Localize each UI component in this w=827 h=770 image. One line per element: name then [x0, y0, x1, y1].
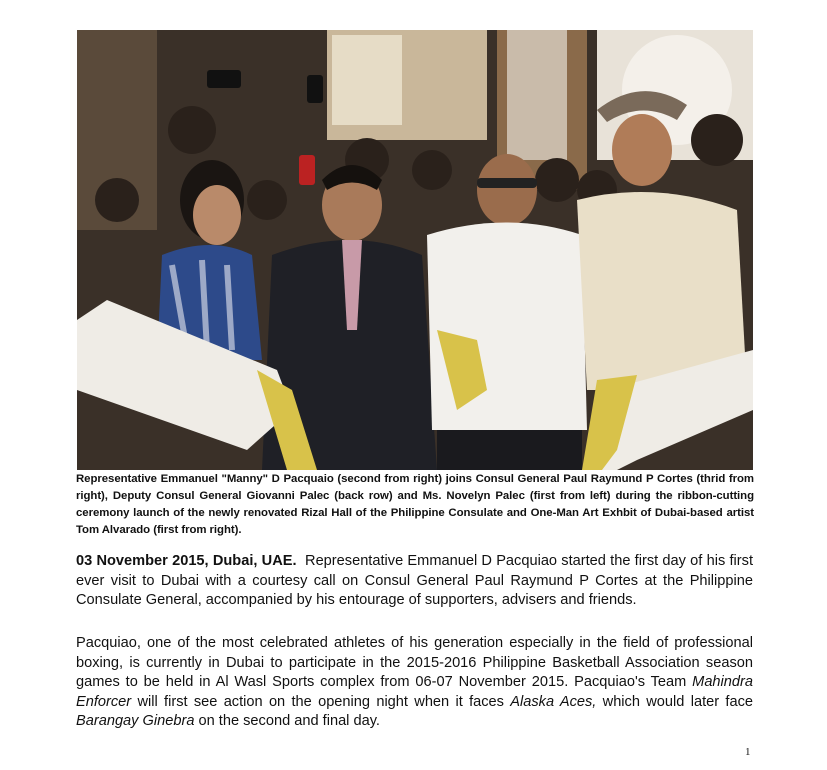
page-number: 1 [745, 746, 751, 758]
photo-caption: Representative Emmanuel "Manny" D Pacquaio (second from right) joins Consul General Paul Raymund P Cortes (thrid from right), Deputy Consul General Giovanni Palec (back row) and Ms. Novelyn Palec (first from left) during the ribbon-cutting ceremony launch of the newly renovated Rizal Hall of the Philippine Consulate and One-Man Art Exhbit of Dubai-based artist Tom Alvarado (first from right). [76, 473, 754, 536]
opponent-1: Alaska Aces, [510, 693, 597, 710]
team-name: Mahindra Enforcer [76, 674, 753, 710]
paragraph-2-text-c: which would later face [596, 693, 753, 710]
ceremony-photo [77, 30, 753, 470]
dateline: 03 November 2015, Dubai, UAE. [76, 553, 297, 569]
paragraph-2-text-a: Pacquiao, one of the most celebrated athletes of his generation especially in the field of professional boxing, is currently in Dubai to participate in the 2015-2016 Philippine Basketball Association season games to be held in Al Wasl Sports complex from 06-07 November 2015. Pacquiao's Team [76, 635, 753, 690]
paragraph-2-text-d: on the second and final day. [194, 713, 380, 729]
paragraph-1-text: Representative Emmanuel D Pacquiao started the first day of his first ever visit to Dubai with a courtesy call on Consul General Paul Raymund P Cortes at the Philippine Consulate General, accompanied by his entourage of supporters, advisers and friends. [76, 553, 753, 608]
opponent-2: Barangay Ginebra [76, 713, 195, 729]
paragraph-2-text-b: will first see action on the opening night when it faces [131, 693, 511, 710]
ceremony-photo-illustration [77, 30, 753, 470]
paragraph-2 [76, 634, 753, 732]
paragraph-1 [76, 552, 753, 611]
